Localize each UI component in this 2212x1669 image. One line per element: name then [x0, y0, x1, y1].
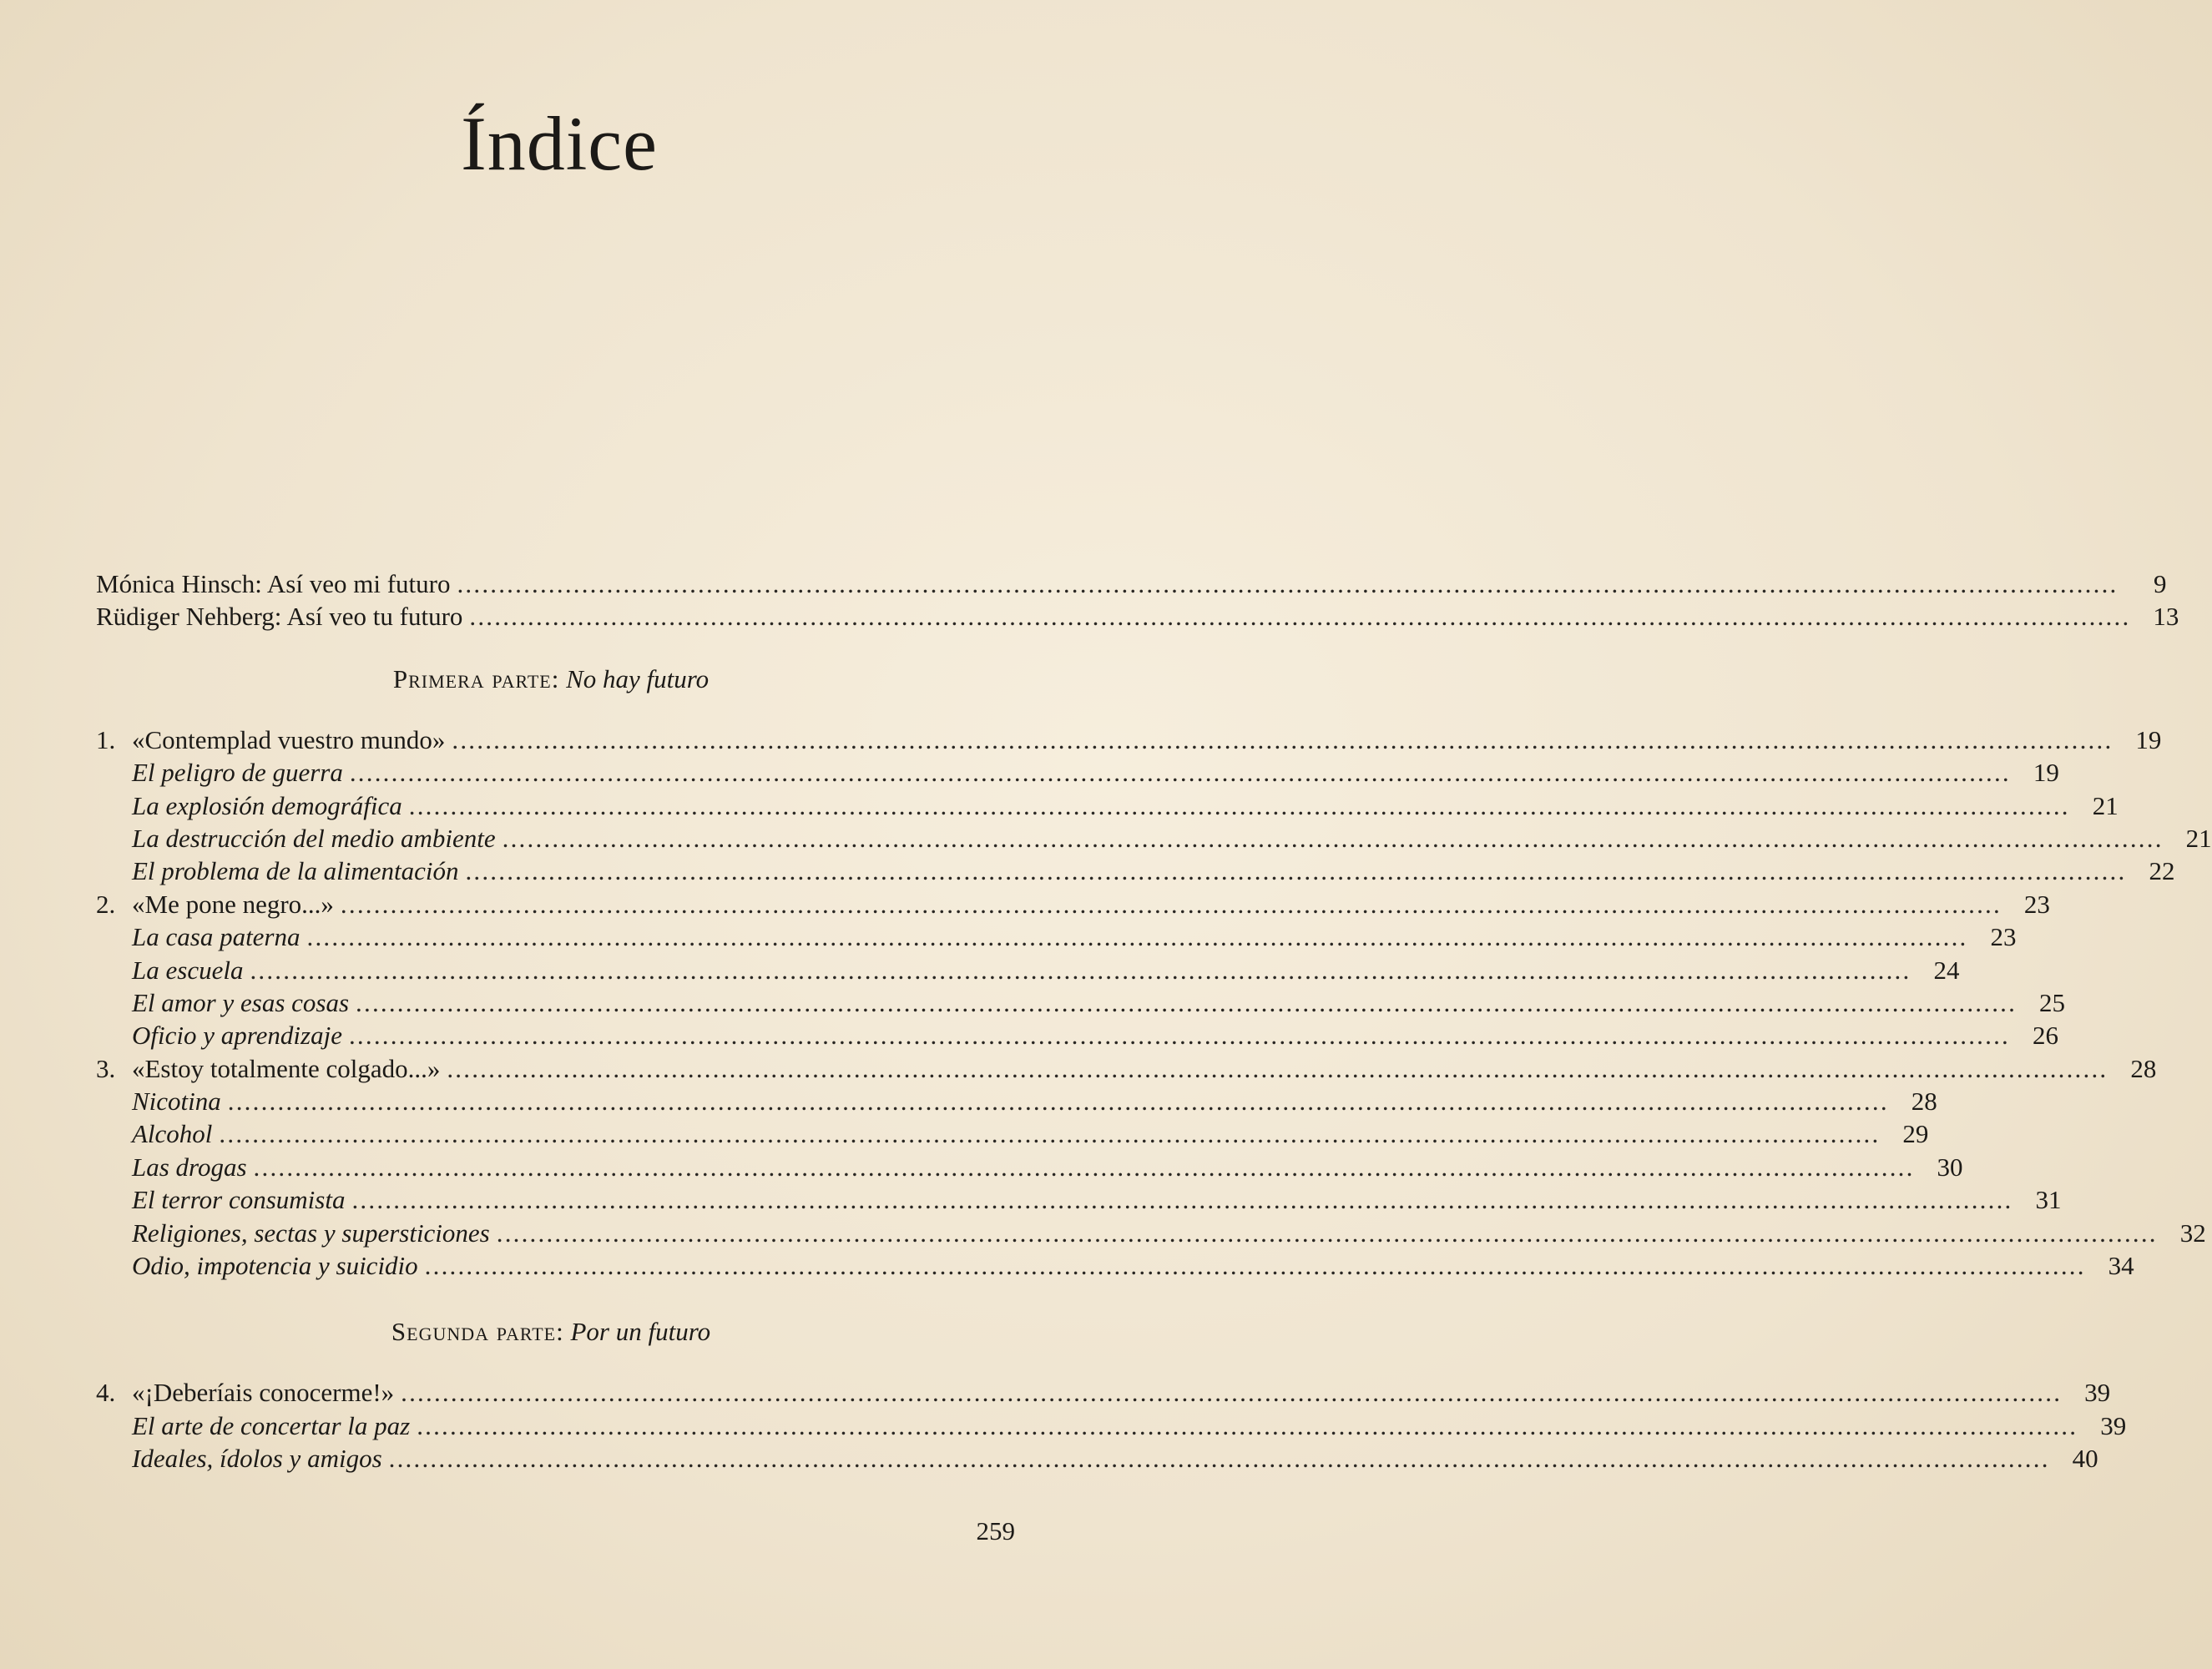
- toc-entry-label: «¡Deberíais conocerme!»: [132, 1378, 395, 1408]
- toc-entry-label: La destrucción del medio ambiente: [132, 823, 496, 853]
- toc-entry: [96, 1376, 2111, 1409]
- toc-page-number: 13: [2153, 602, 2179, 632]
- chapter-number: 1.: [96, 724, 116, 754]
- dot-leader: ........................................................................................................................................................................................................: [452, 724, 2114, 754]
- dot-leader: ........................................................................................................................................................................................................: [219, 1119, 1881, 1149]
- toc-entry-label: La escuela: [132, 955, 244, 985]
- dot-leader: ........................................................................................................................................................................................................: [250, 955, 1912, 985]
- toc-entry: [96, 954, 1960, 986]
- toc-page-number: 31: [2035, 1185, 2062, 1215]
- dot-leader: ........................................................................................................................................................................................................: [349, 758, 2011, 788]
- chapter-number: 4.: [96, 1378, 116, 1408]
- toc-entry: [96, 789, 2119, 822]
- part-heading-1: [96, 663, 1006, 696]
- toc-entry-label: La explosión demográfica: [132, 790, 402, 820]
- part-title: Por un futuro: [570, 1317, 711, 1347]
- toc-page-number: 19: [2135, 724, 2162, 754]
- toc-entry: [96, 1019, 2058, 1051]
- toc-entry: [96, 756, 2059, 789]
- dot-leader: ........................................................................................................................................................................................................: [388, 1444, 2050, 1474]
- toc-page-number: 39: [2100, 1410, 2127, 1440]
- toc-page-number: 9: [2153, 569, 2167, 598]
- toc-entry-label: Religiones, sectas y supersticiones: [132, 1218, 490, 1248]
- toc-entry-label: Nicotina: [132, 1087, 221, 1117]
- dot-leader: ........................................................................................................................................................................................................: [447, 1053, 2108, 1083]
- toc-entry: [96, 1183, 2062, 1216]
- toc-entry-label: Alcohol: [132, 1119, 213, 1149]
- toc-page-number: 21: [2092, 790, 2119, 820]
- toc-entry: [96, 822, 2212, 855]
- toc-entry-label: Rüdiger Nehberg: Así veo tu futuro: [96, 602, 463, 632]
- dot-leader: ........................................................................................................................................................................................................: [253, 1152, 1915, 1182]
- dot-leader: ........................................................................................................................................................................................................: [424, 1251, 2086, 1281]
- toc-page-number: 19: [2033, 758, 2059, 788]
- toc-entry: [96, 1409, 2127, 1442]
- dot-leader: ........................................................................................................................................................................................................: [356, 987, 2018, 1017]
- toc-entry-label: El problema de la alimentación: [132, 856, 459, 886]
- part-heading-2: [96, 1315, 1006, 1349]
- part-1-entries: [96, 724, 2212, 1283]
- toc-page-number: 39: [2084, 1378, 2111, 1408]
- toc-page-number: 26: [2032, 1021, 2058, 1051]
- toc-entry-label: «Me pone negro...»: [132, 889, 334, 919]
- dot-leader: ........................................................................................................................................................................................................: [306, 922, 1968, 952]
- toc-page-number: 23: [2023, 889, 2050, 919]
- toc-entry: [96, 855, 2175, 887]
- toc-entry: [96, 1117, 1929, 1150]
- toc-page-number: 29: [1902, 1119, 1929, 1149]
- page-title: Índice: [461, 101, 658, 186]
- toc-entry-label: La casa paterna: [132, 922, 300, 952]
- dot-leader: ........................................................................................................................................................................................................: [496, 1218, 2158, 1248]
- toc-entry-label: «Estoy totalmente colgado...»: [132, 1053, 441, 1083]
- dot-leader: ........................................................................................................................................................................................................: [469, 602, 2131, 632]
- toc-entry-label: El peligro de guerra: [132, 758, 343, 788]
- toc-page-number: 40: [2072, 1444, 2098, 1474]
- toc-page-number: 34: [2108, 1251, 2134, 1281]
- chapter-number: 3.: [96, 1053, 116, 1083]
- toc-entry-label: Oficio y aprendizaje: [132, 1021, 342, 1051]
- dot-leader: ........................................................................................................................................................................................................: [457, 569, 2119, 598]
- toc-page-number: 28: [2130, 1053, 2157, 1083]
- dot-leader: ........................................................................................................................................................................................................: [340, 889, 2002, 919]
- part-2-entries: [96, 1376, 2127, 1475]
- toc-page-number: 25: [2039, 987, 2066, 1017]
- toc-page-number: 30: [1937, 1152, 1963, 1182]
- toc-entry: [96, 888, 2050, 920]
- dot-leader: ........................................................................................................................................................................................................: [348, 1021, 2010, 1051]
- toc-entry: [96, 1052, 2157, 1085]
- toc-entry: [96, 724, 2162, 756]
- toc-entry: [96, 1151, 1963, 1183]
- toc-entry: [96, 1217, 2206, 1249]
- dot-leader: ........................................................................................................................................................................................................: [401, 1378, 2063, 1408]
- toc-page-number: 23: [1990, 922, 2017, 952]
- dot-leader: ........................................................................................................................................................................................................: [351, 1185, 2013, 1215]
- toc-entry: [96, 1085, 1937, 1117]
- dot-leader: ........................................................................................................................................................................................................: [465, 856, 2127, 886]
- toc-entry: [96, 1249, 2134, 1282]
- toc-entry-label: El arte de concertar la paz: [132, 1410, 411, 1440]
- toc-entry: [96, 567, 2167, 600]
- part-title: No hay futuro: [566, 663, 710, 693]
- preface-section: [96, 567, 2179, 633]
- dot-leader: ........................................................................................................................................................................................................: [502, 823, 2164, 853]
- toc-entry: [96, 986, 2066, 1019]
- toc-page-number: 32: [2179, 1218, 2206, 1248]
- table-of-contents: [96, 567, 2212, 1475]
- toc-page-number: 21: [2185, 823, 2212, 853]
- toc-entry-label: Las drogas: [132, 1152, 247, 1182]
- toc-entry: [96, 920, 2017, 953]
- toc-entry-label: Mónica Hinsch: Así veo mi futuro: [96, 569, 451, 598]
- toc-entry-label: «Contemplad vuestro mundo»: [132, 724, 446, 754]
- part-label: Primera parte:: [392, 663, 560, 693]
- toc-entry-label: El terror consumista: [132, 1185, 346, 1215]
- toc-entry-label: Odio, impotencia y suicidio: [132, 1251, 418, 1281]
- toc-page-number: 24: [1933, 955, 1960, 985]
- dot-leader: ........................................................................................................................................................................................................: [408, 790, 2070, 820]
- toc-entry-label: El amor y esas cosas: [132, 987, 350, 1017]
- toc-entry: [96, 1442, 2098, 1475]
- part-label: Segunda parte:: [391, 1317, 564, 1347]
- toc-entry-label: Ideales, ídolos y amigos: [132, 1444, 382, 1474]
- toc-page-number: 28: [1911, 1087, 1937, 1117]
- dot-leader: ........................................................................................................................................................................................................: [417, 1410, 2078, 1440]
- toc-page-number: 22: [2149, 856, 2175, 886]
- page-number: 259: [976, 1516, 1015, 1545]
- toc-entry: [96, 600, 2179, 633]
- dot-leader: ........................................................................................................................................................................................................: [227, 1087, 1889, 1117]
- chapter-number: 2.: [96, 889, 116, 919]
